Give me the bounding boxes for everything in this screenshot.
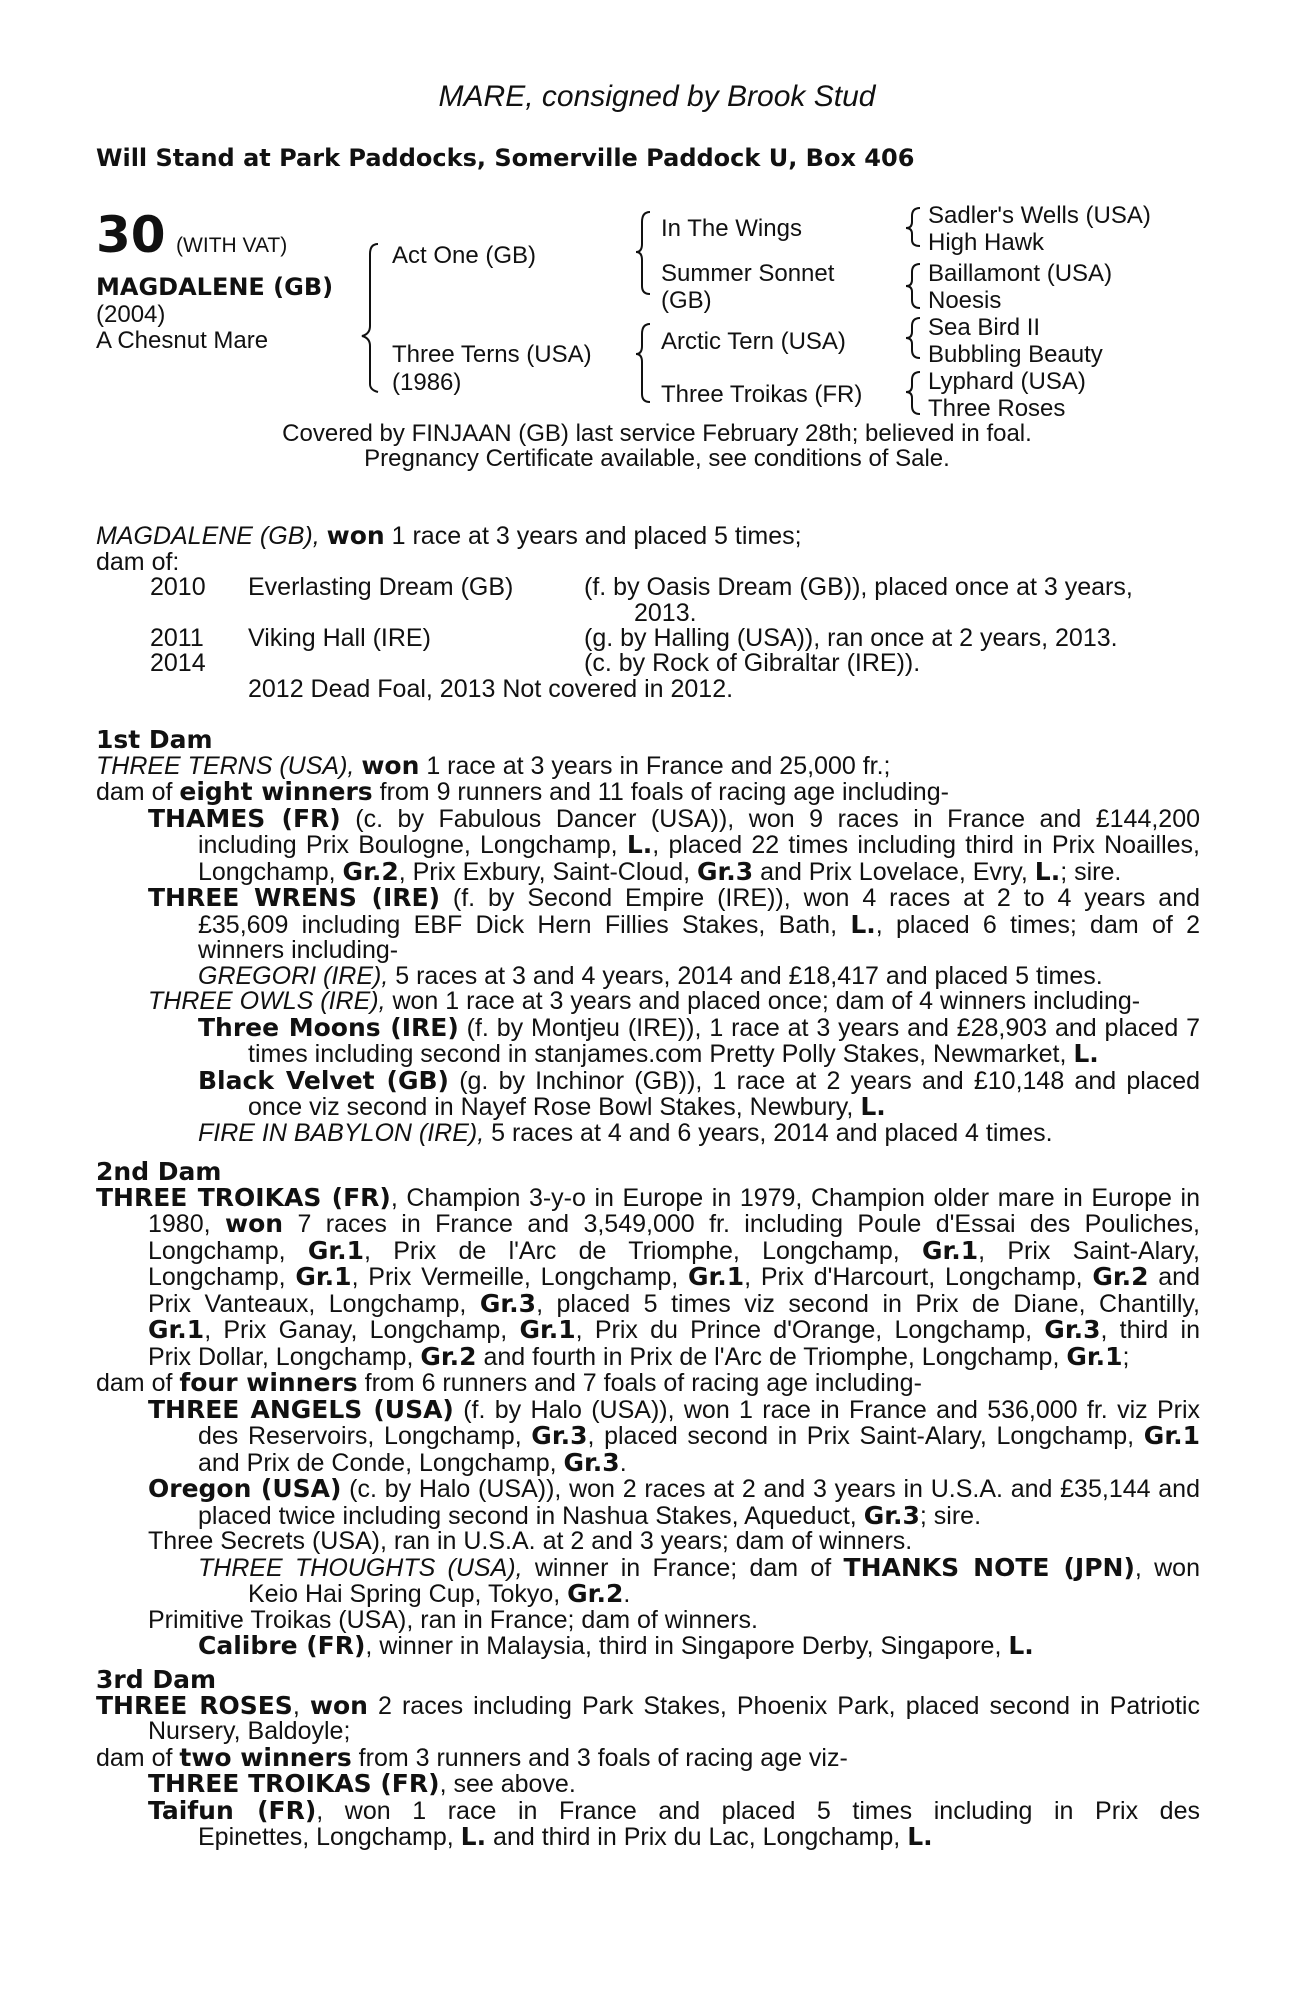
secrets-line: Three Secrets (USA), ran in U.S.A. at 2 and 3 years; dam of winners.	[148, 1527, 913, 1555]
first-dam-line1: THREE TERNS (USA), won 1 race at 3 years in France and 25,000 fr.;	[96, 750, 891, 780]
first-dam-heading: 1st Dam	[96, 725, 213, 754]
covered-line: Covered by FINJAAN (GB) last service February 28th; believed in foal.	[282, 420, 1032, 447]
produce-desc-2011: (g. by Halling (USA)), ran once at 2 years, 2013.	[584, 624, 1118, 652]
third-dam-heading: 3rd Dam	[96, 1665, 216, 1694]
thames-line1: THAMES (FR) (c. by Fabulous Dancer (USA)), won 9 races in France and £144,200	[148, 803, 1201, 833]
primitive-line: Primitive Troikas (USA), ran in France; dam of winners.	[148, 1605, 758, 1634]
third-dam-line2: Nursery, Baldoyle;	[148, 1717, 351, 1745]
third-dam-section	[96, 1667, 1200, 1851]
pedigree-ddd: Three Roses	[928, 395, 1066, 422]
wrens-line2: £35,609 including EBF Dick Hern Fillies Stakes, Bath, L., placed 6 times; dam of 2	[198, 909, 1200, 939]
taifun-line2: Epinettes, Longchamp, L. and third in Prix du Lac, Longchamp, L.	[198, 1822, 933, 1851]
horse-description: A Chesnut Mare	[96, 327, 269, 354]
pedigree-sdd: Noesis	[928, 287, 1002, 314]
produce-footer: 2012 Dead Foal, 2013 Not covered in 2012.	[248, 675, 734, 703]
produce-year-2014: 2014	[150, 649, 206, 677]
second-dam-section	[96, 1159, 1200, 1660]
angels-line1: THREE ANGELS (USA) (f. by Halo (USA)), won 1 race in France and 536,000 fr. viz Prix	[148, 1394, 1200, 1424]
horse-name: MAGDALENE (GB)	[96, 273, 334, 301]
pedigree-sds: Baillamont (USA)	[928, 260, 1113, 287]
produce-name-2011: Viking Hall (IRE)	[248, 624, 431, 652]
oregon-line1: Oregon (USA) (c. by Halo (USA)), won 2 races at 2 and 3 years in U.S.A. and £35,144 and	[148, 1474, 1200, 1503]
wrens-line1: THREE WRENS (IRE) (f. by Second Empire (IRE)), won 4 races at 2 to 4 years and	[148, 883, 1201, 912]
second-dam-line3: Longchamp, Gr.1, Prix de l'Arc de Triomphe, Longchamp, Gr.1, Prix Saint-Alary,	[148, 1235, 1200, 1265]
page-title: MARE, consigned by Brook Stud	[438, 80, 876, 113]
velvet-line2: once viz second in Nayef Rose Bowl Stakes, Newbury, L.	[248, 1092, 886, 1121]
second-dam-line2: 1980, won 7 races in France and 3,549,000 fr. including Poule d'Essai des Pouliches,	[148, 1209, 1200, 1238]
first-dam-section	[96, 727, 1200, 1146]
pedigree-dam-sire: Arctic Tern (USA)	[661, 328, 846, 355]
produce-name-2010: Everlasting Dream (GB)	[248, 573, 514, 601]
pedigree-dam: Three Terns (USA)	[392, 341, 592, 368]
second-dam-line5: Prix Vanteaux, Longchamp, Gr.3, placed 5 times viz second in Prix de Diane, Chantilly,	[148, 1288, 1200, 1318]
thames-line3: Longchamp, Gr.2, Prix Exbury, Saint-Cloud, Gr.3 and Prix Lovelace, Evry, L.; sire.	[198, 856, 1122, 886]
second-dam-heading: 2nd Dam	[96, 1157, 222, 1186]
second-dam-line8: dam of four winners from 6 runners and 7 foals of racing age including-	[96, 1368, 922, 1397]
moons-line2: times including second in stanjames.com Pretty Polly Stakes, Newmarket, L.	[248, 1039, 1099, 1068]
pedigree-sire: Act One (GB)	[392, 242, 537, 269]
lot-number: 30	[96, 206, 166, 264]
stand-location: Will Stand at Park Paddocks, Somerville Paddock U, Box 406	[96, 144, 915, 172]
taifun-line1: Taifun (FR), won 1 race in France and placed 5 times including in Prix des	[148, 1795, 1200, 1825]
second-dam-line6: Gr.1, Prix Ganay, Longchamp, Gr.1, Prix du Prince d'Orange, Longchamp, Gr.3, third in	[148, 1315, 1200, 1344]
pedigree-sss: Sadler's Wells (USA)	[928, 202, 1151, 229]
produce-year-2011: 2011	[150, 624, 204, 652]
first-dam-line2: dam of eight winners from 9 runners and 11 foals of racing age including-	[96, 777, 949, 806]
pregnancy-line: Pregnancy Certificate available, see conditions of Sale.	[364, 445, 950, 472]
produce-desc-2010: (f. by Oasis Dream (GB)), placed once at 3 years,	[584, 573, 1133, 601]
produce-desc-2014: (c. by Rock of Gibraltar (IRE)).	[584, 649, 921, 677]
pedigree-dam-dam: Three Troikas (FR)	[661, 381, 863, 408]
pedigree-ssd: High Hawk	[928, 229, 1045, 256]
produce-desc-2010-cont: 2013.	[634, 599, 697, 627]
pedigree-sire-dam-country: (GB)	[661, 287, 712, 314]
angels-line2: des Reservoirs, Longchamp, Gr.3, placed second in Prix Saint-Alary, Longchamp, Gr.1	[198, 1421, 1200, 1450]
troikas-line: THREE TROIKAS (FR), see above.	[148, 1769, 576, 1798]
velvet-line1: Black Velvet (GB) (g. by Inchinor (GB)), 1 race at 2 years and £10,148 and placed	[198, 1065, 1201, 1095]
pedigree-dss: Sea Bird II	[928, 314, 1041, 341]
vat-label: (WITH VAT)	[176, 234, 288, 257]
pedigree-sire-dam: Summer Sonnet	[661, 260, 835, 287]
produce-section	[96, 523, 1206, 575]
pedigree-dds: Lyphard (USA)	[928, 368, 1086, 395]
thoughts-line2: Keio Hai Spring Cup, Tokyo, Gr.2.	[248, 1579, 631, 1608]
pedigree-dam-year: (1986)	[392, 369, 462, 396]
oregon-line2: placed twice including second in Nashua Stakes, Aqueduct, Gr.3; sire.	[198, 1500, 982, 1530]
produce-intro: MAGDALENE (GB), won 1 race at 3 years and placed 5 times;	[96, 521, 802, 550]
second-dam-line7: Prix Dollar, Longchamp, Gr.2 and fourth in Prix de l'Arc de Triomphe, Longchamp, Gr.1;	[148, 1341, 1130, 1371]
moons-line1: Three Moons (IRE) (f. by Montjeu (IRE)), 1 race at 3 years and £28,903 and placed 7	[198, 1012, 1201, 1042]
wrens-line3: winners including-	[198, 936, 399, 964]
fire-line: FIRE IN BABYLON (IRE), 5 races at 4 and 6 years, 2014 and placed 4 times.	[198, 1118, 1053, 1147]
second-dam-line1: THREE TROIKAS (FR), Champion 3-y-o in Europe in 1979, Champion older mare in Europe in	[96, 1182, 1200, 1212]
angels-line3: and Prix de Conde, Longchamp, Gr.3.	[198, 1447, 627, 1477]
gregori-line: GREGORI (IRE), 5 races at 3 and 4 years, 2014 and £18,417 and placed 5 times.	[198, 961, 1103, 990]
owls-line: THREE OWLS (IRE), won 1 race at 3 years and placed once; dam of 4 winners including-	[148, 987, 1141, 1015]
thoughts-line1: THREE THOUGHTS (USA), winner in France; dam of THANKS NOTE (JPN), won	[198, 1552, 1200, 1582]
produce-year-2010: 2010	[150, 573, 206, 601]
thames-line2: including Prix Boulogne, Longchamp, L., placed 22 times including third in Prix Noailles,	[198, 830, 1200, 859]
third-dam-line1: THREE ROSES, won 2 races including Park Stakes, Phoenix Park, placed second in Patriotic	[96, 1690, 1200, 1720]
produce-dam-of: dam of:	[96, 547, 180, 576]
pedigree-dsd: Bubbling Beauty	[928, 341, 1103, 368]
horse-year: (2004)	[96, 301, 166, 328]
calibre-line: Calibre (FR), winner in Malaysia, third in Singapore Derby, Singapore, L.	[198, 1631, 1034, 1660]
pedigree-sire-sire: In The Wings	[661, 215, 802, 242]
third-dam-line3: dam of two winners from 3 runners and 3 foals of racing age viz-	[96, 1742, 848, 1772]
second-dam-line4: Longchamp, Gr.1, Prix Vermeille, Longchamp, Gr.1, Prix d'Harcourt, Longchamp, Gr.2 and	[148, 1262, 1200, 1291]
